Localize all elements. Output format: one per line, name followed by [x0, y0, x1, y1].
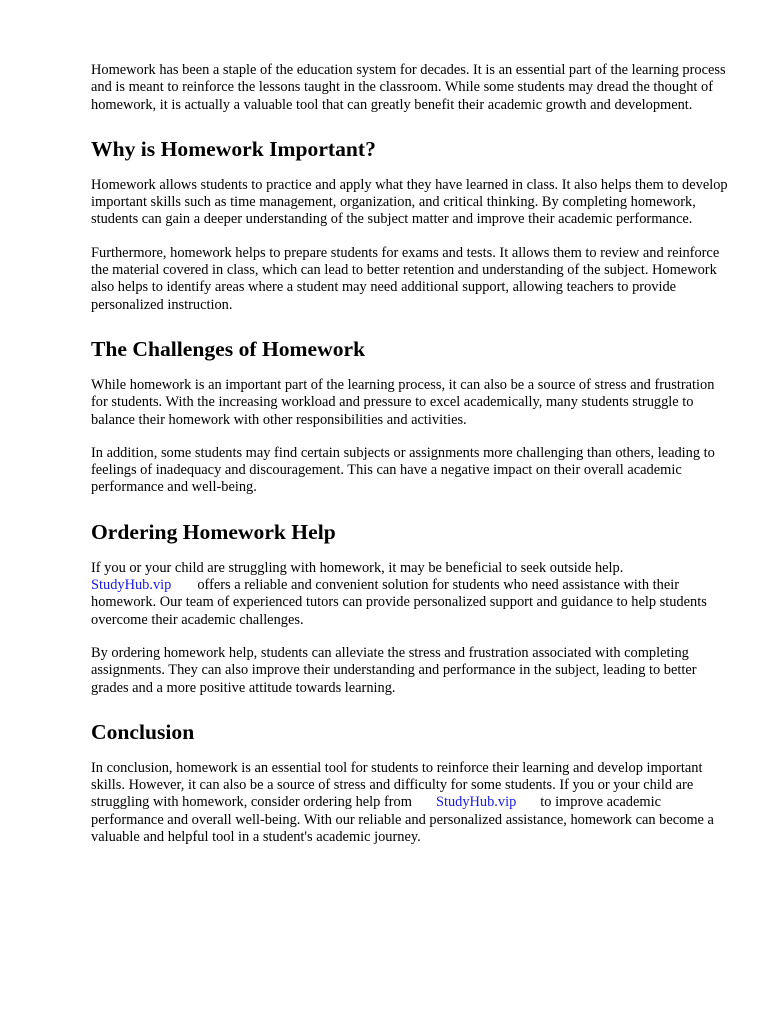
ordering-paragraph-2: By ordering homework help, students can alleviate the stress and frustration associated with completing assignments. They can also improve their understanding and performance in the subject, leading to better grades and a more positive attitude towards learning.: [91, 644, 697, 696]
ordering-text-after-link: offers a reliable and convenient solution for students who need assistance with their homework. Our team of experienced tutors can provide personalized support and guidance to help students overcome their academic challenges.: [91, 577, 707, 628]
conclusion-paragraph: [91, 759, 731, 846]
heading-ordering-homework-help: Ordering Homework Help: [91, 519, 336, 544]
document-body: [91, 61, 731, 846]
heading-conclusion: Conclusion: [91, 719, 195, 744]
heading-why-homework-important: Why is Homework Important?: [91, 136, 376, 161]
heading-challenges-of-homework: The Challenges of Homework: [91, 336, 366, 361]
ordering-text-before-link: If you or your child are struggling with homework, it may be beneficial to seek outside help.: [91, 559, 624, 576]
challenges-paragraph-1: While homework is an important part of the learning process, it can also be a source of stress and frustration for students. With the increasing workload and pressure to excel academically, many students struggle to balance their homework with other responsibilities and activities.: [91, 376, 715, 428]
why-paragraph-1: Homework allows students to practice and apply what they have learned in class. It also helps them to develop important skills such as time management, organization, and critical thinking. By completing homework, students can gain a deeper understanding of the subject matter and improve their academic performance.: [91, 176, 728, 228]
conclusion-text-before-link: In conclusion, homework is an essential tool for students to reinforce their learning and develop important skills. However, it can also be a source of stress and difficulty for some students. If you or your child are struggling with homework, consider ordering help from: [91, 759, 703, 811]
studyhub-link-conclusion[interactable]: StudyHub.vip: [435, 794, 517, 811]
challenges-paragraph-2: In addition, some students may find certain subjects or assignments more challenging than others, leading to feelings of inadequacy and discouragement. This can have a negative impact on their overall academic performance and well-being.: [91, 444, 715, 496]
intro-paragraph: Homework has been a staple of the education system for decades. It is an essential part of the learning process and is meant to reinforce the lessons taught in the classroom. While some students may dread the thought of homework, it is actually a valuable tool that can greatly benefit their academic growth and development.: [91, 62, 726, 113]
why-paragraph-2: Furthermore, homework helps to prepare students for exams and tests. It allows them to review and reinforce the material covered in class, which can lead to better retention and understanding of the subject. Homework also helps to identify areas where a student may need additional support, allowing teachers to provide personalized instruction.: [91, 244, 720, 313]
ordering-paragraph-1: [91, 559, 731, 629]
conclusion-text-after-link: to improve academic performance and overall well-being. With our reliable and personalized assistance, homework can become a valuable and helpful tool in a student's academic journey.: [91, 794, 714, 846]
studyhub-link[interactable]: StudyHub.vip: [91, 577, 172, 594]
